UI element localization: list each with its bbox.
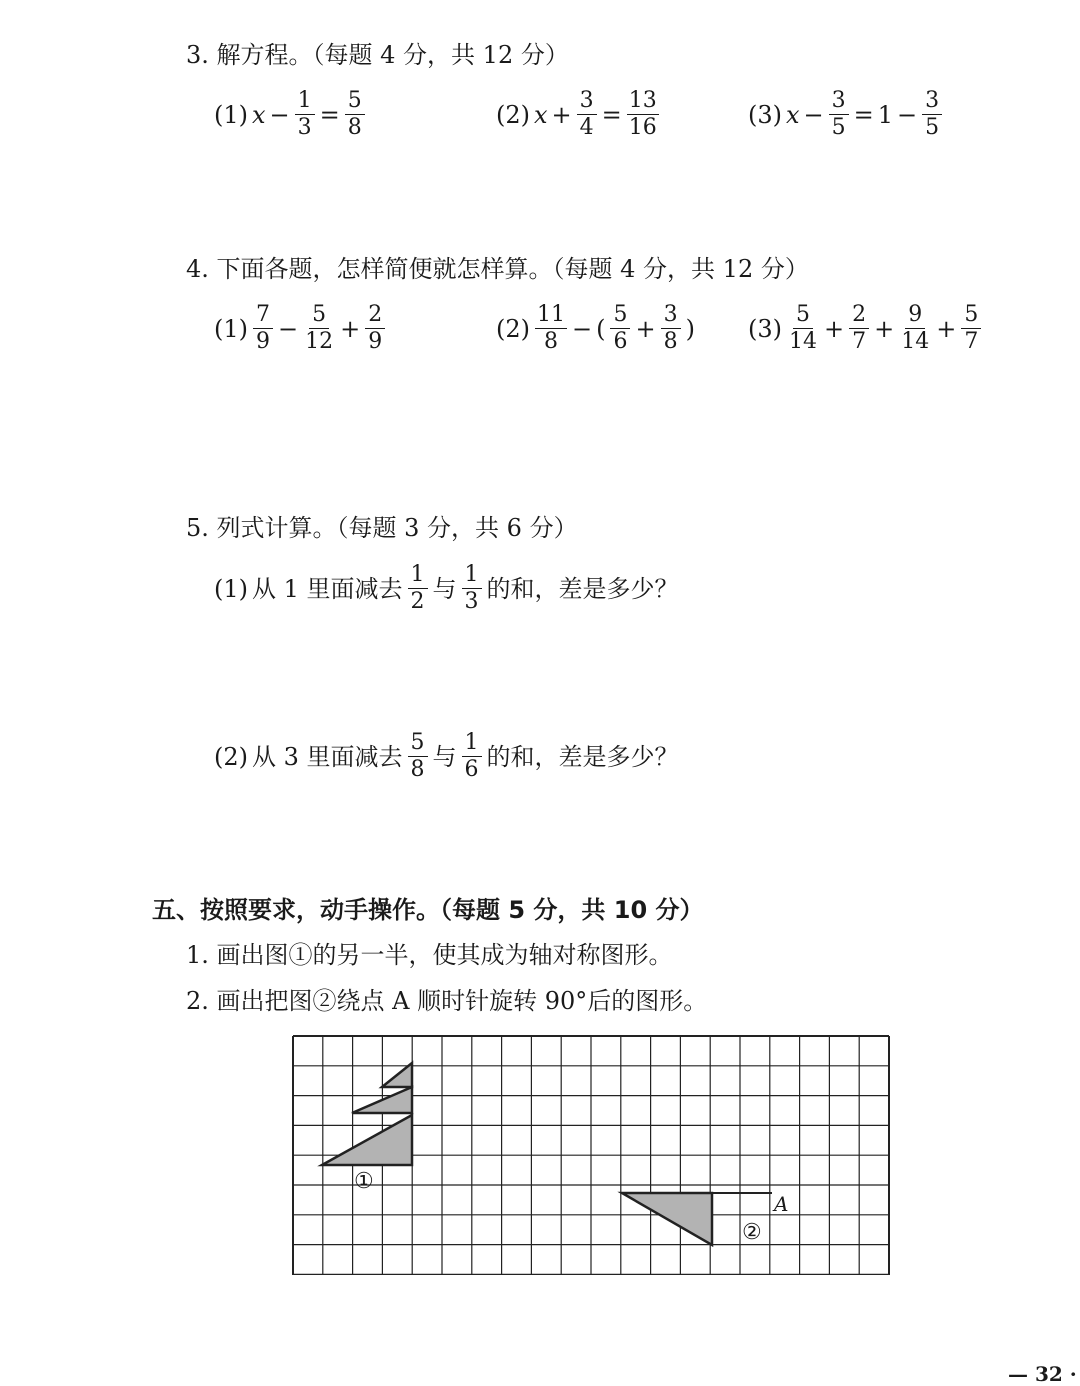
operator: − [897, 100, 918, 129]
fraction [535, 302, 567, 355]
q5-title: 5. 列式计算。（每题 3 分，共 6 分） [186, 514, 578, 542]
section5-task-1: 1. 画出图①的另一半，使其成为轴对称图形。 [186, 941, 673, 969]
denominator: 3 [464, 589, 479, 614]
operator: + [340, 314, 361, 343]
q5-item-2 [212, 730, 681, 783]
left-paren: ( [596, 314, 606, 343]
item-text: 与 [432, 742, 457, 771]
point-a-label: A [774, 1192, 789, 1216]
fraction [661, 302, 681, 355]
numerator: 5 [961, 302, 981, 329]
operator: − [803, 100, 824, 129]
numerator: 3 [829, 88, 849, 115]
denominator: 3 [297, 115, 312, 140]
fraction [849, 302, 869, 355]
q3-item-2 [494, 88, 662, 141]
denominator: 5 [831, 115, 846, 140]
numerator: 11 [537, 302, 565, 327]
numerator: 1 [462, 730, 482, 757]
q4-item-2 [494, 302, 697, 355]
fraction [787, 302, 819, 355]
fraction [303, 302, 335, 355]
numerator: 3 [577, 88, 597, 115]
item-label: (1) [214, 100, 248, 129]
item-label: (2) [496, 314, 530, 343]
fraction [408, 562, 428, 615]
item-text: 从 3 里面减去 [252, 742, 403, 771]
figure1-label: ① [354, 1169, 374, 1194]
fraction [345, 88, 365, 141]
fraction [365, 302, 385, 355]
q4-item-1 [212, 302, 388, 355]
item-label: (1) [214, 314, 248, 343]
denominator: 8 [347, 115, 362, 140]
denominator: 2 [410, 589, 425, 614]
q4-title: 4. 下面各题，怎样简便就怎样算。（每题 4 分，共 12 分） [186, 255, 809, 283]
equals-sign: = [319, 100, 340, 129]
numerator: 2 [849, 302, 869, 329]
denominator: 9 [368, 329, 383, 354]
figure1-shape [382, 1063, 412, 1087]
denominator: 16 [628, 115, 657, 140]
integer: 1 [877, 100, 894, 129]
fraction [462, 562, 482, 615]
fraction [610, 302, 630, 355]
q3-item-1 [212, 88, 368, 141]
item-label: (2) [214, 742, 248, 771]
item-label: (2) [496, 100, 530, 129]
denominator: 8 [663, 329, 678, 354]
numerator: 5 [793, 302, 813, 329]
operator: + [551, 100, 572, 129]
numerator: 13 [628, 88, 657, 113]
numerator: 7 [253, 302, 273, 329]
fraction [253, 302, 273, 355]
numerator: 5 [309, 302, 329, 329]
q3-title: 3. 解方程。（每题 4 分，共 12 分） [186, 41, 569, 69]
numerator: 9 [905, 302, 925, 329]
operator: − [572, 314, 593, 343]
denominator: 12 [305, 329, 334, 354]
numerator: 3 [661, 302, 681, 329]
section5-task-2: 2. 画出把图②绕点 A 顺时针旋转 90°后的图形。 [186, 987, 708, 1015]
drawing-grid [292, 1035, 892, 1275]
operator: + [936, 314, 957, 343]
denominator: 9 [256, 329, 270, 354]
denominator: 4 [579, 115, 594, 140]
fraction [462, 730, 482, 783]
denominator: 7 [852, 329, 867, 354]
variable-x: x [252, 100, 266, 129]
numerator: 1 [295, 88, 315, 115]
denominator: 8 [544, 329, 558, 354]
page-number: — 32 · [1008, 1362, 1077, 1386]
operator: + [824, 314, 845, 343]
item-label: (3) [748, 100, 782, 129]
denominator: 5 [925, 115, 940, 140]
denominator: 14 [901, 329, 930, 354]
denominator: 7 [964, 329, 979, 354]
denominator: 8 [410, 757, 425, 782]
numerator: 1 [408, 562, 428, 589]
fraction [829, 88, 849, 141]
variable-x: x [534, 100, 548, 129]
fraction [627, 88, 659, 141]
numerator: 5 [610, 302, 630, 329]
figure2-label: ② [742, 1220, 762, 1245]
numerator: 1 [462, 562, 482, 589]
fraction [577, 88, 597, 141]
item-text: 的和，差是多少？ [486, 574, 679, 603]
fraction [961, 302, 981, 355]
operator: − [269, 100, 290, 129]
q5-item-1 [212, 562, 681, 615]
fraction [408, 730, 428, 783]
denominator: 6 [613, 329, 628, 354]
operator: + [635, 314, 656, 343]
numerator: 3 [922, 88, 942, 115]
figure1-shape [322, 1115, 412, 1165]
q4-item-3 [746, 302, 984, 355]
denominator: 6 [464, 757, 479, 782]
fraction [899, 302, 931, 355]
denominator: 14 [789, 329, 817, 354]
item-text: 从 1 里面减去 [252, 574, 403, 603]
variable-x: x [786, 100, 800, 129]
item-label: (1) [214, 574, 248, 603]
equals-sign: = [601, 100, 622, 129]
right-paren: ) [685, 314, 695, 343]
equals-sign: = [853, 100, 874, 129]
figure2-shape [622, 1193, 712, 1245]
item-text: 的和，差是多少？ [486, 742, 679, 771]
section5-title: 五、按照要求，动手操作。（每题 5 分，共 10 分） [152, 896, 704, 924]
operator: − [278, 314, 299, 343]
item-text: 与 [432, 574, 457, 603]
numerator: 2 [365, 302, 385, 329]
numerator: 5 [345, 88, 365, 115]
operator: + [874, 314, 895, 343]
numerator: 5 [408, 730, 428, 757]
fraction [922, 88, 942, 141]
fraction [295, 88, 315, 141]
item-label: (3) [748, 314, 782, 343]
q3-item-3 [746, 88, 945, 141]
